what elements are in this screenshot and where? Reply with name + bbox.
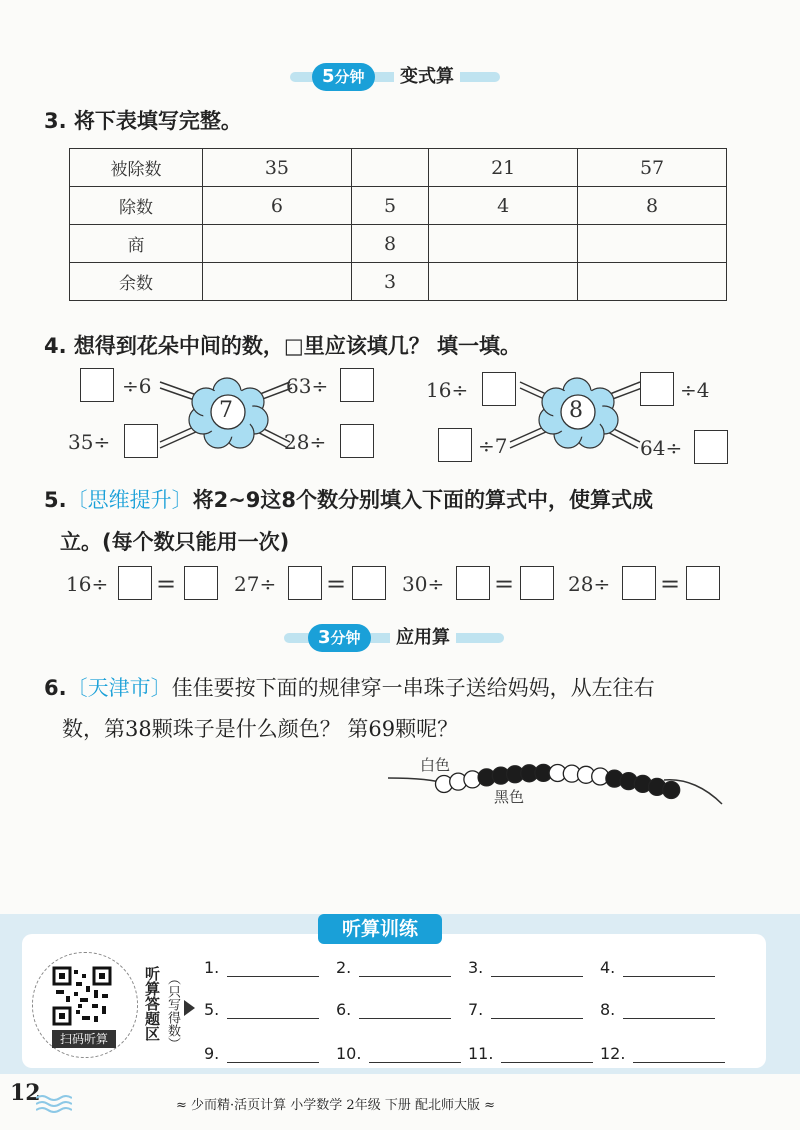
- table-cell[interactable]: [203, 263, 352, 301]
- answer-line[interactable]: [227, 962, 319, 977]
- table-cell[interactable]: [578, 225, 727, 263]
- section-title: 变式算: [394, 63, 460, 91]
- listening-answer-item: [600, 958, 715, 977]
- listening-item-number: 8.: [600, 1000, 616, 1019]
- qr-code-icon: [52, 966, 112, 1026]
- answer-box[interactable]: [438, 428, 472, 462]
- answer-box[interactable]: [482, 372, 516, 406]
- flower1-expr-tl: ÷6: [122, 374, 152, 398]
- table-cell: 8: [351, 225, 428, 263]
- answer-box[interactable]: [694, 430, 728, 464]
- listening-answer-item: [468, 958, 583, 977]
- table-cell[interactable]: [429, 263, 578, 301]
- answer-line[interactable]: [633, 1048, 725, 1063]
- table-cell: 35: [203, 149, 352, 187]
- equation-expr: 27÷: [234, 572, 277, 596]
- question-5-text: 将2~9这8个数分别填入下面的算式中，使算式成: [192, 488, 654, 512]
- question-6-line2: 数，第38颗珠子是什么颜色？ 第69颗呢？: [62, 717, 459, 741]
- listening-answer-item: [468, 1044, 593, 1063]
- table-row: [70, 263, 727, 301]
- answer-line[interactable]: [491, 1004, 583, 1019]
- section-header-1: [290, 63, 500, 91]
- question-5-line2: 立。(每个数只能用一次): [60, 530, 290, 554]
- flower2-expr-bl: ÷7: [478, 434, 508, 458]
- table-cell[interactable]: [351, 149, 428, 187]
- table-cell: 5: [351, 187, 428, 225]
- section-title: 应用算: [390, 624, 456, 652]
- answer-line[interactable]: [359, 1004, 451, 1019]
- listening-answer-item: [204, 1000, 319, 1019]
- question-3-text: 3. 将下表填写完整。: [44, 109, 242, 133]
- listening-answer-item: [204, 1044, 319, 1063]
- division-table: [69, 148, 727, 301]
- listening-answer-item: [336, 1044, 461, 1063]
- listening-answer-item: [600, 1044, 725, 1063]
- table-cell: 8: [578, 187, 727, 225]
- answer-box[interactable]: [622, 566, 656, 600]
- question-6-text: 佳佳要按下面的规律穿一串珠子送给妈妈，从左往右: [171, 676, 655, 700]
- question-4-text: 4. 想得到花朵中间的数，□里应该填几？ 填一填。: [44, 334, 522, 358]
- black-bead: [663, 782, 680, 799]
- flower2-expr-tr: ÷4: [680, 378, 710, 402]
- answer-box[interactable]: [340, 368, 374, 402]
- black-bead-label: 黑色: [494, 788, 525, 806]
- flower2-center: 8: [569, 398, 583, 423]
- row-label: 被除数: [70, 149, 203, 187]
- equals-sign: =: [494, 570, 515, 598]
- row-label: 商: [70, 225, 203, 263]
- question-6-number: 6.: [44, 676, 67, 700]
- table-row: [70, 149, 727, 187]
- answer-line[interactable]: [501, 1048, 593, 1063]
- answer-box[interactable]: [352, 566, 386, 600]
- listening-item-number: 6.: [336, 1000, 352, 1019]
- answer-box[interactable]: [118, 566, 152, 600]
- question-5-line1: [44, 484, 653, 514]
- table-cell: 4: [429, 187, 578, 225]
- equation-expr: 30÷: [402, 572, 445, 596]
- question-6-tag: 〔天津市〕: [66, 676, 172, 700]
- listening-item-number: 7.: [468, 1000, 484, 1019]
- answer-box[interactable]: [686, 566, 720, 600]
- table-cell: 6: [203, 187, 352, 225]
- flower1-expr-tr: 63÷: [286, 374, 329, 398]
- listening-item-number: 10.: [336, 1044, 362, 1063]
- listening-answer-item: [336, 1000, 451, 1019]
- section-time-number: 5: [322, 66, 335, 87]
- answer-box[interactable]: [340, 424, 374, 458]
- table-cell: 57: [578, 149, 727, 187]
- listening-item-number: 11.: [468, 1044, 494, 1063]
- row-label: 除数: [70, 187, 203, 225]
- equation-expr: 16÷: [66, 572, 109, 596]
- answer-line[interactable]: [491, 962, 583, 977]
- answer-box[interactable]: [288, 566, 322, 600]
- page-number: 12: [10, 1080, 41, 1106]
- table-row: [70, 225, 727, 263]
- section-time-unit: 分钟: [334, 68, 365, 86]
- answer-box[interactable]: [124, 424, 158, 458]
- equation-expr: 28÷: [568, 572, 611, 596]
- section-time-badge: [312, 63, 375, 91]
- answer-box[interactable]: [520, 566, 554, 600]
- answer-box[interactable]: [80, 368, 114, 402]
- flower1-expr-bl: 35÷: [68, 430, 111, 454]
- table-cell: 3: [351, 263, 428, 301]
- answer-line[interactable]: [227, 1048, 319, 1063]
- section-time-badge: [308, 624, 371, 652]
- flower1-center: 7: [219, 398, 233, 423]
- listening-item-number: 2.: [336, 958, 352, 977]
- listening-side-note: （只写得数）: [165, 972, 180, 1050]
- equals-sign: =: [156, 570, 177, 598]
- table-cell: 21: [429, 149, 578, 187]
- listening-item-number: 9.: [204, 1044, 220, 1063]
- table-cell[interactable]: [578, 263, 727, 301]
- equals-sign: =: [660, 570, 681, 598]
- listening-answer-item: [600, 1000, 715, 1019]
- question-5-number: 5.: [44, 488, 67, 512]
- section-time-number: 3: [318, 627, 331, 648]
- answer-line[interactable]: [369, 1048, 461, 1063]
- white-bead-label: 白色: [420, 756, 451, 774]
- flower2-expr-br: 64÷: [640, 436, 683, 460]
- listening-item-number: 3.: [468, 958, 484, 977]
- equals-sign: =: [326, 570, 347, 598]
- question-6-line1: [44, 672, 655, 702]
- answer-box[interactable]: [640, 372, 674, 406]
- table-cell[interactable]: [429, 225, 578, 263]
- answer-line[interactable]: [623, 1004, 715, 1019]
- table-cell[interactable]: [203, 225, 352, 263]
- qr-scan-label: 扫码听算: [52, 1030, 116, 1048]
- question-5-tag: 〔思维提升〕: [66, 488, 193, 512]
- row-label: 余数: [70, 263, 203, 301]
- listening-answer-item: [336, 958, 451, 977]
- arrow-right-icon: [184, 1000, 195, 1016]
- table-row: [70, 187, 727, 225]
- listening-answer-item: [204, 958, 319, 977]
- answer-line[interactable]: [227, 1004, 319, 1019]
- listening-item-number: 12.: [600, 1044, 626, 1063]
- listening-answer-item: [468, 1000, 583, 1019]
- listening-title: 听算训练: [318, 914, 442, 944]
- listening-item-number: 1.: [204, 958, 220, 977]
- flower1-expr-br: 28÷: [284, 430, 327, 454]
- listening-item-number: 5.: [204, 1000, 220, 1019]
- answer-box[interactable]: [184, 566, 218, 600]
- wave-decoration: [36, 1092, 72, 1116]
- listening-item-number: 4.: [600, 958, 616, 977]
- section-header-2: [284, 624, 504, 652]
- answer-line[interactable]: [623, 962, 715, 977]
- answer-line[interactable]: [359, 962, 451, 977]
- listening-side-label: 听算答题区: [143, 966, 161, 1041]
- flower2-expr-tl: 16÷: [426, 378, 469, 402]
- answer-box[interactable]: [456, 566, 490, 600]
- footer-text: ≈ 少而精·活页计算 小学数学 2年级 下册 配北师大版 ≈: [176, 1098, 495, 1113]
- section-time-unit: 分钟: [330, 629, 361, 647]
